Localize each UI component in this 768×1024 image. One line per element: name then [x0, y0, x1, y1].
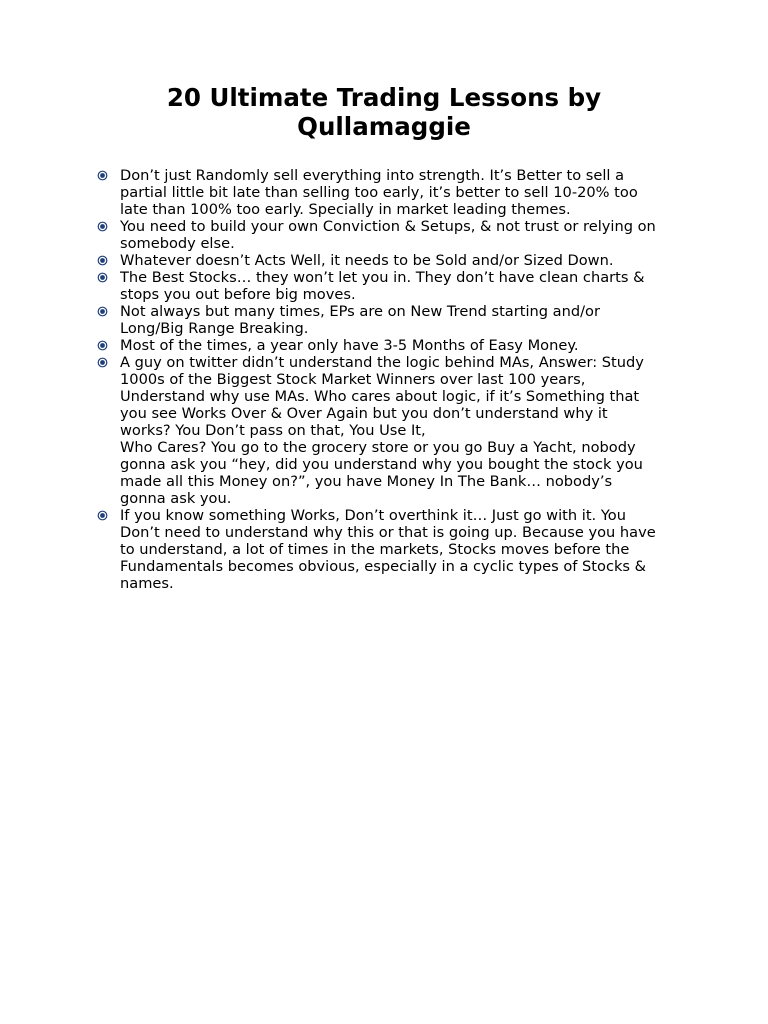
lesson-text-line: 1000s of the Biggest Stock Market Winners over last 100 years, — [120, 371, 586, 388]
document-title — [110, 83, 658, 141]
lessons-list — [96, 167, 696, 592]
list-item — [96, 218, 696, 252]
lesson-text-line: stops you out before big moves. — [120, 286, 356, 303]
lesson-text-line: Not always but many times, EPs are on New Trend starting and/or — [120, 303, 600, 320]
lesson-text-line: works? You Don’t pass on that, You Use It, — [120, 422, 426, 439]
circle-dot-bullet-icon — [97, 510, 108, 521]
title-line: 20 Ultimate Trading Lessons by — [166, 83, 602, 112]
list-item — [96, 337, 696, 354]
list-item — [96, 269, 696, 303]
circle-dot-bullet-icon — [97, 272, 108, 283]
lesson-text-line: Who Cares? You go to the grocery store or you go Buy a Yacht, nobody — [120, 439, 636, 456]
circle-dot-bullet-icon — [97, 357, 108, 368]
lesson-text-line: names. — [120, 575, 174, 592]
lesson-text-line: A guy on twitter didn’t understand the logic behind MAs, Answer: Study — [120, 354, 644, 371]
list-item — [96, 167, 696, 218]
list-item — [96, 303, 696, 337]
list-item — [96, 252, 696, 269]
lesson-text-line: partial little bit late than selling too early, it’s better to sell 10-20% too — [120, 184, 638, 201]
lesson-text-line: made all this Money on?”, you have Money In The Bank… nobody’s — [120, 473, 613, 490]
circle-dot-bullet-icon — [97, 170, 108, 181]
lesson-text-line: to understand, a lot of times in the markets, Stocks moves before the — [120, 541, 630, 558]
circle-dot-bullet-icon — [97, 306, 108, 317]
list-item — [96, 507, 696, 592]
lesson-text-line: you see Works Over & Over Again but you don’t understand why it — [120, 405, 608, 422]
title-line: Qullamaggie — [297, 112, 471, 141]
list-item — [96, 354, 696, 507]
lesson-text-line: If you know something Works, Don’t overthink it… Just go with it. You — [120, 507, 626, 524]
lesson-text-line: Most of the times, a year only have 3-5 Months of Easy Money. — [120, 337, 579, 354]
lesson-text-line: Understand why use MAs. Who cares about logic, if it’s Something that — [120, 388, 640, 405]
lesson-text-line: late than 100% too early. Specially in market leading themes. — [120, 201, 571, 218]
circle-dot-bullet-icon — [97, 340, 108, 351]
lesson-text-line: gonna ask you. — [120, 490, 232, 507]
lesson-text-line: You need to build your own Conviction & Setups, & not trust or relying on — [120, 218, 656, 235]
lesson-text-line: somebody else. — [120, 235, 235, 252]
lesson-text-line: Fundamentals becomes obvious, especially in a cyclic types of Stocks & — [120, 558, 647, 575]
lesson-text-line: Don’t need to understand why this or that is going up. Because you have — [120, 524, 656, 541]
lesson-text-line: The Best Stocks… they won’t let you in. They don’t have clean charts & — [120, 269, 645, 286]
circle-dot-bullet-icon — [97, 221, 108, 232]
circle-dot-bullet-icon — [97, 255, 108, 266]
lesson-text-line: Long/Big Range Breaking. — [120, 320, 309, 337]
lesson-text-line: Don’t just Randomly sell everything into strength. It’s Better to sell a — [120, 167, 625, 184]
lesson-text-line: gonna ask you “hey, did you understand why you bought the stock you — [120, 456, 643, 473]
lesson-text-line: Whatever doesn’t Acts Well, it needs to be Sold and/or Sized Down. — [120, 252, 614, 269]
